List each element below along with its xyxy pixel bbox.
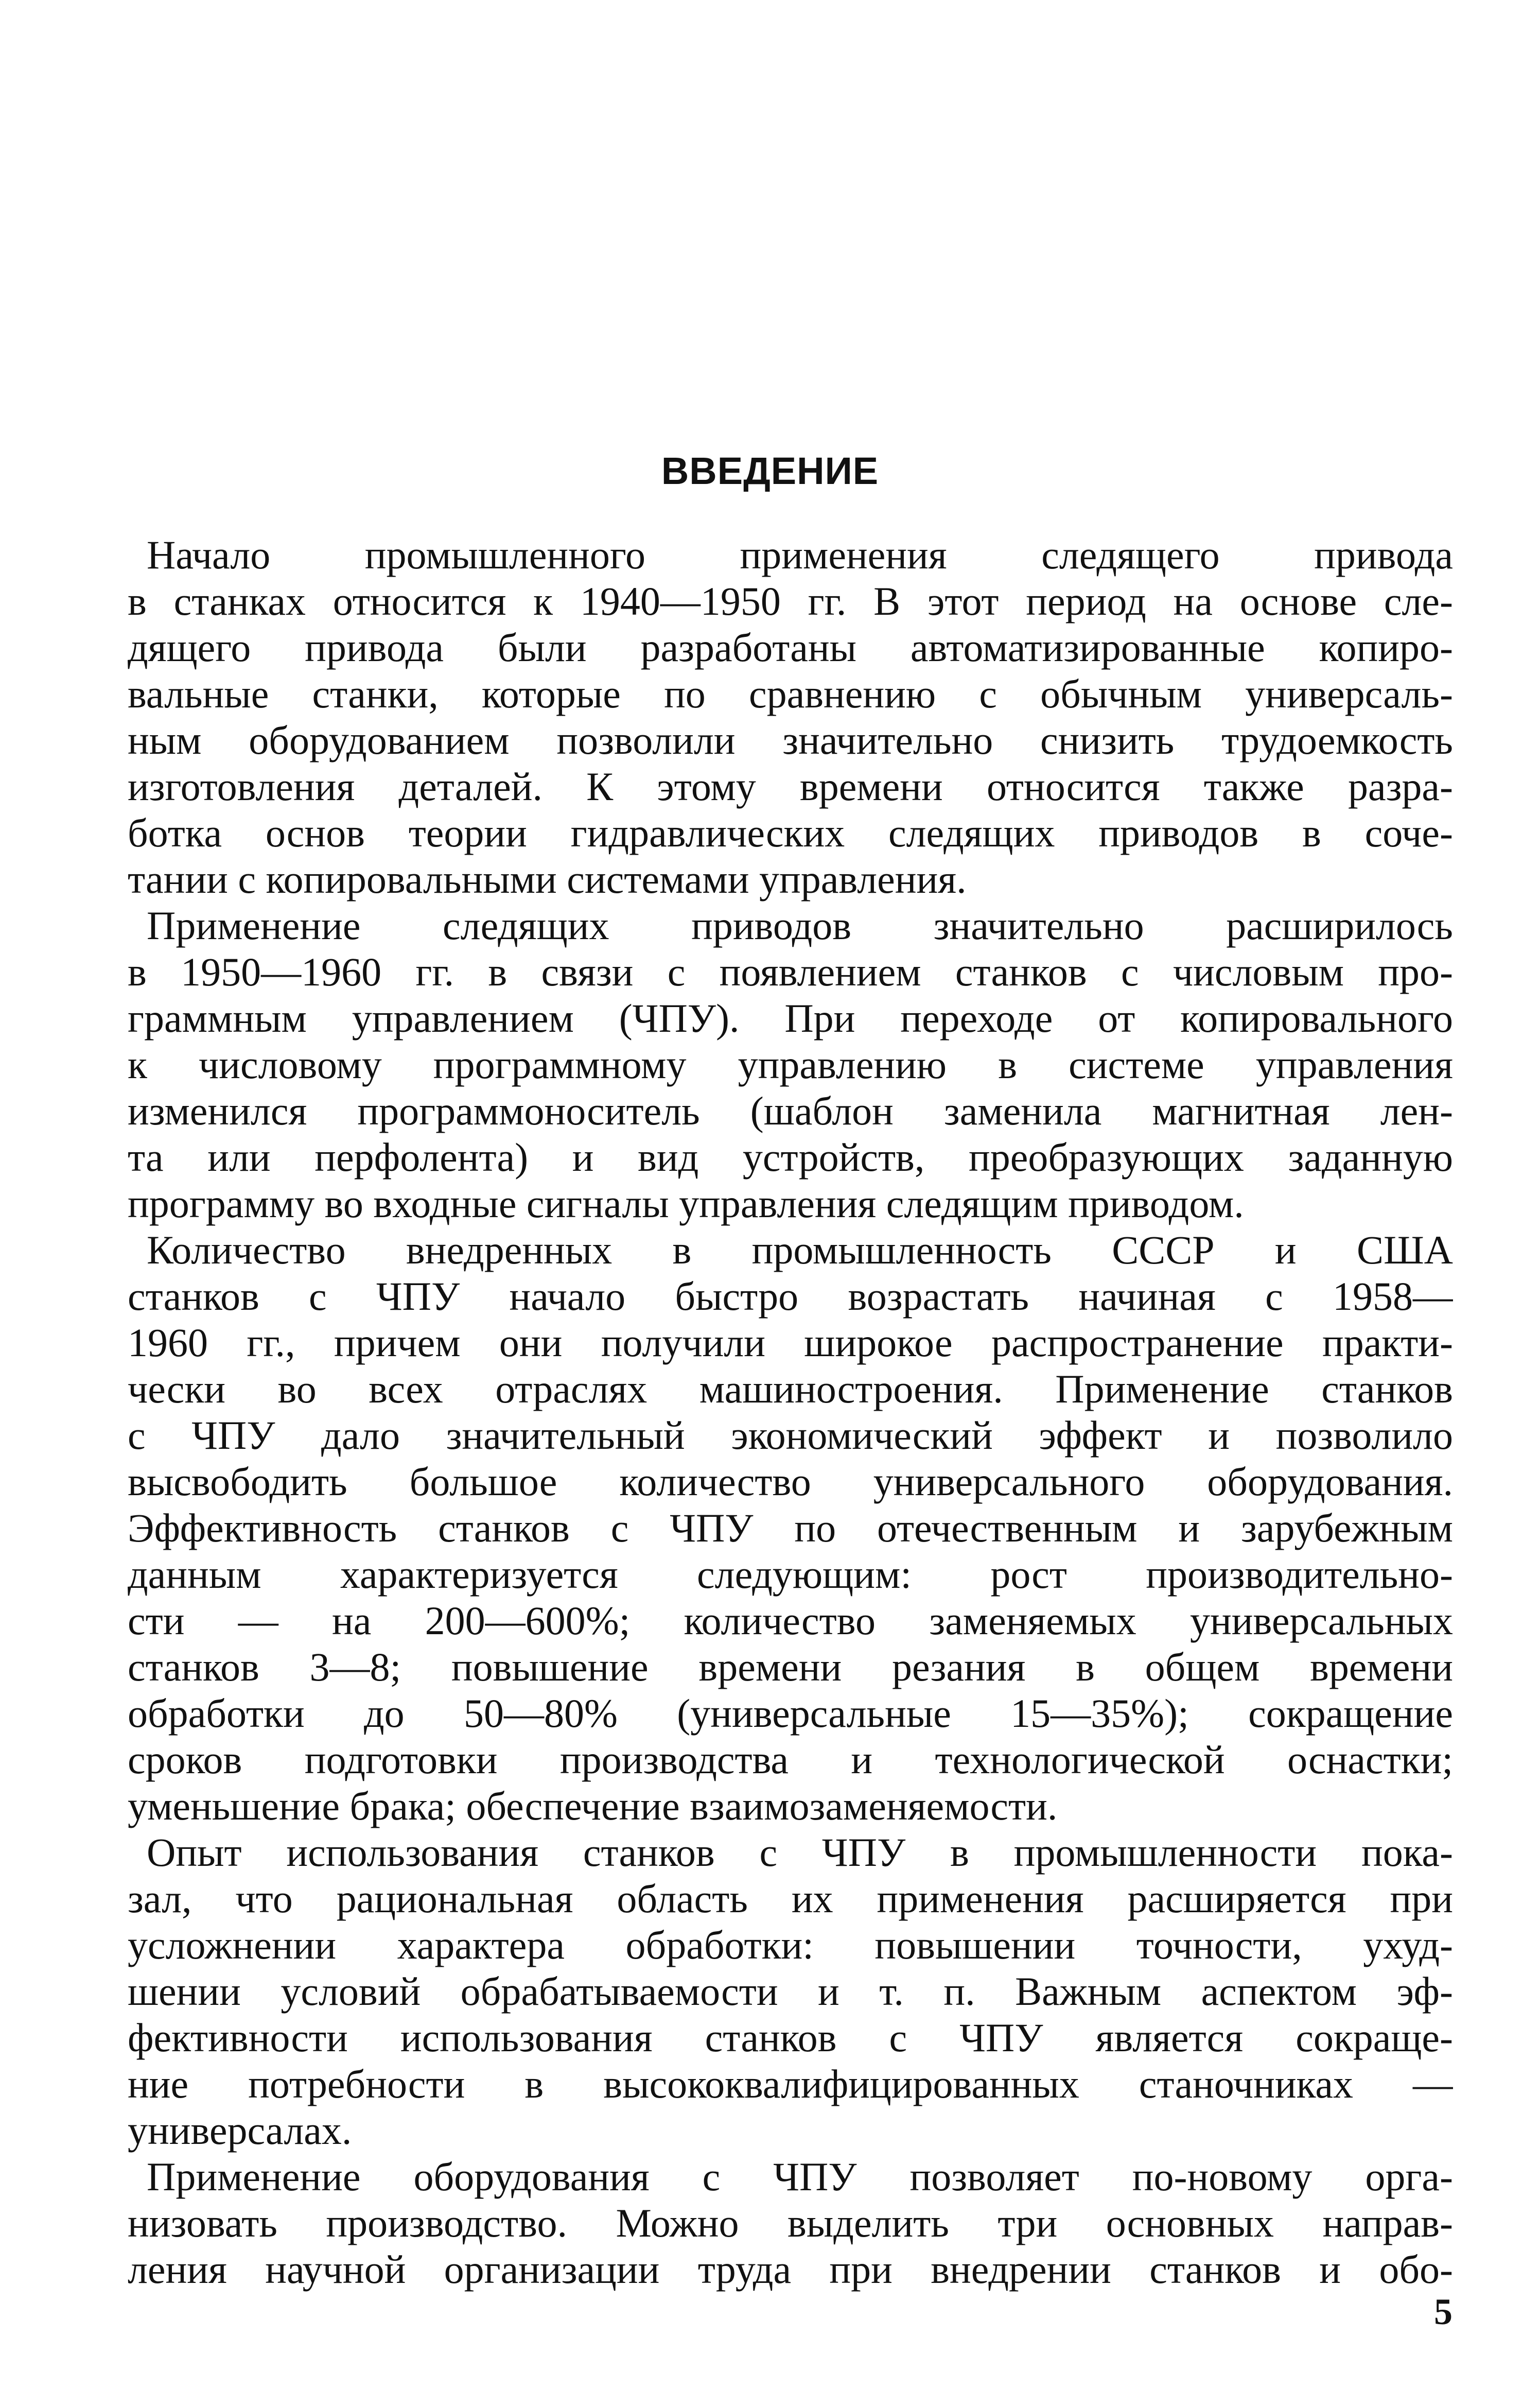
text-line: ления научной организации труда при внедрении станков и обо- [128, 2247, 1453, 2292]
text-line: Применение оборудования с ЧПУ позволяет по-новому орга- [147, 2154, 1453, 2199]
text-line: ботка основ теории гидравлических следящих приводов в соче- [128, 810, 1453, 855]
text-line: универсалах. [128, 2108, 352, 2153]
text-line: та или перфолента) и вид устройств, преобразующих заданную [128, 1135, 1453, 1180]
text-line: тании с копировальными системами управления. [128, 857, 967, 902]
text-line: усложнении характера обработки: повышении точности, ухуд- [128, 1923, 1453, 1967]
text-line: в 1950—1960 гг. в связи с появлением станков с числовым про- [128, 949, 1453, 994]
text-line: шении условий обрабатываемости и т. п. Важным аспектом эф- [128, 1969, 1453, 2014]
text-line: Эффективность станков с ЧПУ по отечественным и зарубежным [128, 1505, 1453, 1550]
text-line: дящего привода были разработаны автоматизированные копиро- [128, 625, 1453, 670]
text-line: станков 3—8; повышение времени резания в общем времени [128, 1644, 1453, 1689]
text-line: сроков подготовки производства и технологической оснастки; [128, 1737, 1453, 1782]
text-line: к числовому программному управлению в системе управления [128, 1042, 1453, 1087]
page-number: 5 [1434, 2291, 1452, 2332]
text-line: в станках относится к 1940—1950 гг. В этот период на основе сле- [128, 579, 1453, 624]
text-line: ным оборудованием позволили значительно снизить трудоемкость [128, 718, 1453, 763]
text-line: Опыт использования станков с ЧПУ в промышленности пока- [147, 1830, 1453, 1875]
text-line: фективности использования станков с ЧПУ является сокраще- [128, 2015, 1453, 2060]
text-line: низовать производство. Можно выделить три основных направ- [128, 2201, 1453, 2245]
text-line: станков с ЧПУ начало быстро возрастать начиная с 1958— [128, 1274, 1453, 1319]
text-line: уменьшение брака; обеспечение взаимозаменяемости. [128, 1783, 1058, 1828]
text-line: сти — на 200—600%; количество заменяемых универсальных [128, 1598, 1453, 1643]
body-text [128, 532, 1453, 2293]
text-line: Применение следящих приводов значительно расширилось [147, 903, 1453, 948]
chapter-heading: ВВЕДЕНИЕ [661, 449, 879, 492]
text-line: обработки до 50—80% (универсальные 15—35%); сокращение [128, 1691, 1453, 1736]
text-line: с ЧПУ дало значительный экономический эффект и позволило [128, 1413, 1453, 1458]
text-line: программу во входные сигналы управления следящим приводом. [128, 1181, 1244, 1226]
text-line: данным характеризуется следующим: рост производительно- [128, 1552, 1453, 1597]
text-line: изменился программоноситель (шаблон заменила магнитная лен- [128, 1088, 1453, 1133]
text-line: граммным управлением (ЧПУ). При переходе от копировального [128, 996, 1453, 1041]
text-line: высвободить большое количество универсального оборудования. [128, 1459, 1453, 1504]
text-line: чески во всех отраслях машиностроения. Применение станков [128, 1366, 1453, 1411]
text-line: ние потребности в высококвалифицированных станочниках — [128, 2062, 1453, 2106]
text-line: Количество внедренных в промышленность СССР и США [147, 1227, 1453, 1272]
text-line: Начало промышленного применения следящего привода [147, 532, 1453, 577]
text-line: вальные станки, которые по сравнению с обычным универсаль- [128, 671, 1453, 716]
text-line: зал, что рациональная область их применения расширяется при [128, 1876, 1453, 1921]
text-line: изготовления деталей. К этому времени относится также разра- [128, 764, 1453, 809]
text-line: 1960 гг., причем они получили широкое распространение практи- [128, 1320, 1453, 1365]
